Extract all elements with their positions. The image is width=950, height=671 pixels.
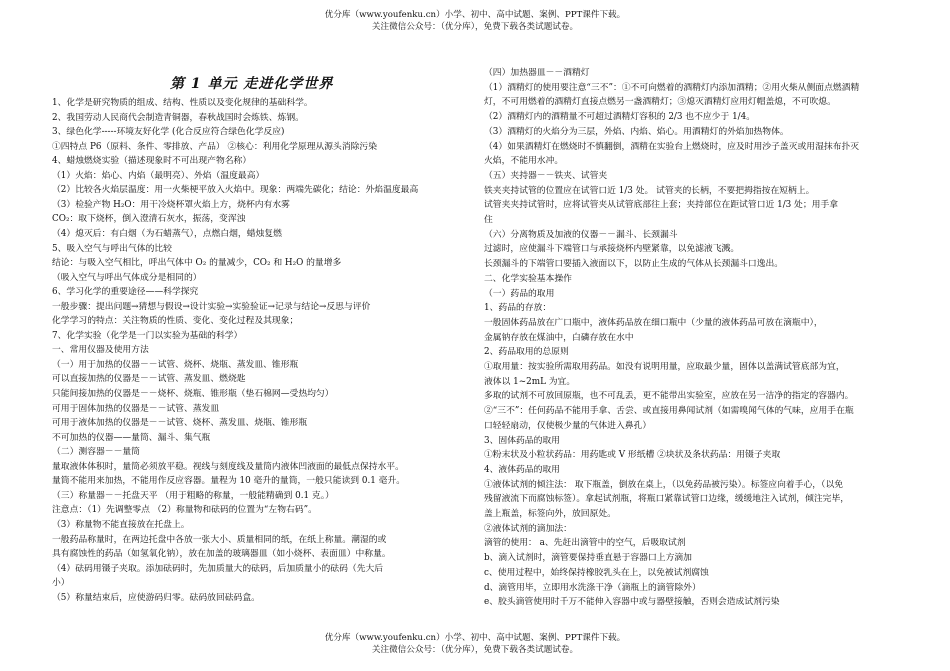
right-text-line: 铁夹夹持试管的位置应在试管口近 1/3 处。 试管夹的长柄，不要把拇指按在短柄上。 (484, 185, 815, 196)
right-text-line: （四）加热器皿－－酒精灯 (484, 68, 590, 78)
right-text-line: （1）酒精灯的使用要注意“三不”：①不可向燃着的酒精灯内添加酒精；②用火柴从侧面点燃酒精 (484, 82, 860, 93)
right-text-line: 盖上瓶盖，标签向外，放回原处。 (484, 509, 616, 519)
left-text-line: （吸入空气与呼出气体成分是相同的） (52, 272, 202, 283)
right-text-line: 灯，不可用燃着的酒精灯直接点燃另一盏酒精灯；③熄灭酒精灯应用灯帽盖熄，不可吹熄。 (484, 97, 836, 108)
left-text-line: 4、蜡烛燃烧实验（描述现象时不可出现产物名称） (52, 156, 252, 167)
left-text-line: 一、常用仪器及使用方法 (52, 345, 149, 356)
footer-line-2: 关注微信公众号：（优分库），免费下载各类试题试卷。 (371, 645, 579, 655)
right-text-line: 1、药品的存放： (484, 303, 552, 314)
left-text-line: （5）称量结束后，应使游码归零。砝码放回砝码盒。 (52, 592, 260, 603)
left-text-line: 一般药品称量时，在两边托盘中各放一张大小、质量相同的纸，在纸上称量。潮湿的或 (52, 534, 387, 545)
right-text-line: （五）夹持器－－铁夹、试管夹 (484, 170, 608, 181)
left-text-line: ①四特点 P6（原料、条件、零排放、产品） ②核心：利用化学原理从源头消除污染 (52, 141, 378, 152)
left-text-line: CO₂：取下烧杯，倒入澄清石灰水，振荡，变浑浊 (52, 214, 246, 225)
right-text-line: ①取用量：按实验所需取用药品。如没有说明用量，应取最少量，固体以盖满试管底部为宜， (484, 362, 845, 372)
left-text-line: 化学学习的特点：关注物质的性质、变化、变化过程及其现象； (52, 316, 299, 327)
right-text-line: （一）药品的取用 (484, 288, 555, 299)
left-text-line: （4）砝码用镊子夹取。添加砝码时，先加质量大的砝码，后加质量小的砝码（先大后 (52, 563, 384, 574)
left-text-line: （二）测容器－－量筒 (52, 447, 140, 458)
right-text-line: 长颈漏斗的下端管口要插入液面以下，以防止生成的气体从长颈漏斗口逸出。 (484, 259, 784, 270)
left-text-line: （三）称量器－－托盘天平 （用于粗略的称量，一般能精确到 0.1 克。） (52, 490, 334, 501)
page-header (0, 9, 950, 33)
right-text-line: 口轻轻扇动，仅使极少量的气体进入鼻孔） (484, 420, 652, 431)
right-text-line: 液体以 1~2mL 为宜。 (484, 376, 576, 387)
right-text-line: 试管夹夹持试管时，应将试管夹从试管底部往上套；夹持部位在距试管口近 1/3 处；用手拿 (484, 200, 839, 211)
left-text-line: 量取液体体积时，量筒必须放平稳。视线与刻度线及量筒内液体凹液面的最低点保持水平。 (52, 461, 404, 472)
left-text-line: 6、学习化学的重要途径——科学探究 (52, 287, 199, 298)
right-text-line: 一般固体药品放在广口瓶中，液体药品放在细口瓶中（少量的液体药品可放在滴瓶中）， (484, 317, 823, 328)
right-text-line: （4）如果酒精灯在燃烧时不慎翻倒，酒精在实验台上燃烧时，应及时用沙子盖灭或用湿抹布扑灭 (484, 141, 860, 152)
right-text-line: 过滤时，应使漏斗下端管口与承接烧杯内壁紧靠，以免滤液飞溅。 (484, 244, 740, 255)
left-text-line: 具有腐蚀性的药品（如氢氧化钠），放在加盖的玻璃器皿（如小烧杯、表面皿）中称量。 (52, 549, 391, 560)
footer-line-1: 优分库（www.youfenku.cn）小学、初中、高中试题、案例、PPT课件下载。 (324, 633, 626, 643)
right-text-line: b、滴入试剂时，滴管要保持垂直悬于容器口上方滴加 (484, 553, 692, 564)
right-text-line: e、胶头滴管使用时千万不能伸入容器中或与器壁接触，否则会造成试剂污染 (484, 597, 780, 608)
right-text-line: ①液体试剂的倾注法： 取下瓶盖，倒放在桌上，（以免药品被污染）。标签应向着手心，（以免 (484, 479, 844, 490)
left-text-line: 小） (52, 578, 70, 589)
right-text-line: 金属钠存放在煤油中，白磷存放在水中 (484, 332, 634, 343)
unit-title: 第 1 单元 走进化学世界 (170, 76, 334, 92)
left-text-line: 5、吸入空气与呼出气体的比较 (52, 243, 172, 254)
left-text-line: （3）检验产物 H₂O：用干冷烧杯罩火焰上方，烧杯内有水雾 (52, 199, 290, 210)
right-text-line: 火焰，不能用水冲。 (484, 156, 564, 167)
right-text-line: （2）酒精灯内的酒精量不可超过酒精灯容积的 2/3 也不应少于 1/4。 (484, 112, 756, 123)
header-line-1: 优分库（www.youfenku.cn）小学、初中、高中试题、案例、PPT课件下载。 (324, 10, 626, 20)
left-text-line: 量筒不能用来加热，不能用作反应容器。量程为 10 毫升的量筒，一般只能读到 0.1 毫升。 (52, 476, 406, 487)
left-text-line: 结论：与吸入空气相比，呼出气体中 O₂ 的量减少，CO₂ 和 H₂O 的量增多 (52, 258, 342, 269)
left-text-line: 可用于固体加热的仪器是－－试管、蒸发皿 (52, 403, 220, 414)
left-text-line: 注意点：（1）先调整零点 （2）称量物和砝码的位置为“左物右码”。 (52, 505, 317, 516)
right-text-line: 3、固体药品的取用 (484, 435, 560, 446)
left-text-line: （1）火焰：焰心、内焰（最明亮）、外焰（温度最高） (52, 170, 265, 181)
right-text-line: 4、液体药品的取用 (484, 464, 560, 475)
right-text-line: （六）分离物质及加液的仪器－－漏斗、长颈漏斗 (484, 229, 678, 240)
left-text-line: 3、绿色化学-----环境友好化学 (化合反应符合绿色化学反应) (52, 127, 285, 138)
left-text-line: （4）熄灭后：有白烟（为石蜡蒸气），点燃白烟，蜡烛复燃 (52, 228, 282, 239)
left-text-line: 一般步骤：提出问题→猜想与假设→设计实验→实验验证→记录与结论→反思与评价 (52, 301, 371, 312)
right-text-line: 多取的试剂不可放回原瓶，也不可乱丢，更不能带出实验室，应放在另一洁净的指定的容器内。 (484, 391, 854, 402)
right-text-line: 滴管的使用： a、先赶出滴管中的空气，后吸取试剂 (484, 538, 686, 549)
right-text-line: 住 (484, 215, 493, 225)
header-line-2: 关注微信公众号：（优分库），免费下载各类试题试卷。 (371, 22, 579, 32)
left-text-line: 只能间接加热的仪器是－－烧杯、烧瓶、锥形瓶（垫石棉网—受热均匀） (52, 389, 334, 399)
right-text-line: 二、化学实验基本操作 (484, 273, 572, 284)
right-text-line: d、滴管用毕，立即用水洗涤干净（滴瓶上的滴管除外） (484, 582, 701, 593)
page-footer (0, 632, 950, 656)
left-text-line: （一）用于加热的仪器－－试管、烧杯、烧瓶、蒸发皿、锥形瓶 (52, 359, 299, 370)
left-text-line: 可以直接加热的仪器是－－试管、蒸发皿、燃烧匙 (52, 374, 246, 385)
left-text-line: 7、化学实验（化学是一门以实验为基础的科学） (52, 330, 243, 341)
right-text-line: ②“三不”：任何药品不能用手拿、舌尝、或直接用鼻闻试剂（如需嗅闻气体的气味，应用手在瓶 (484, 406, 854, 417)
right-text-line: c、使用过程中，始终保持橡胶乳头在上，以免被试剂腐蚀 (484, 567, 709, 578)
right-text-line: 残留液流下而腐蚀标签）。拿起试剂瓶，将瓶口紧靠试管口边缘，缓缓地注入试剂，倾注完毕， (484, 494, 850, 505)
left-text-line: 2、我国劳动人民商代会制造青铜器，春秋战国时会炼铁、炼钢。 (52, 112, 304, 123)
left-text-line: 1、化学是研究物质的组成、结构、性质以及变化规律的基础科学。 (52, 98, 313, 108)
right-text-line: ①粉末状及小粒状药品：用药匙或 V 形纸槽 ②块状及条状药品：用镊子夹取 (484, 450, 781, 461)
right-text-line: 2、药品取用的总原则 (484, 347, 569, 358)
left-text-line: （3）称量物不能直接放在托盘上。 (52, 519, 190, 530)
left-text-line: 不可加热的仪器——量筒、漏斗、集气瓶 (52, 432, 211, 443)
right-text-line: ②液体试剂的滴加法： (484, 523, 572, 534)
left-text-line: （2）比较各火焰层温度：用一火柴梗平放入火焰中。现象：两端先碳化；结论：外焰温度最高 (52, 185, 419, 196)
left-text-line: 可用于液体加热的仪器是－－试管、烧杯、蒸发皿、烧瓶、锥形瓶 (52, 418, 308, 429)
right-text-line: （3）酒精灯的火焰分为三层，外焰、内焰、焰心。用酒精灯的外焰加热物体。 (484, 126, 789, 137)
